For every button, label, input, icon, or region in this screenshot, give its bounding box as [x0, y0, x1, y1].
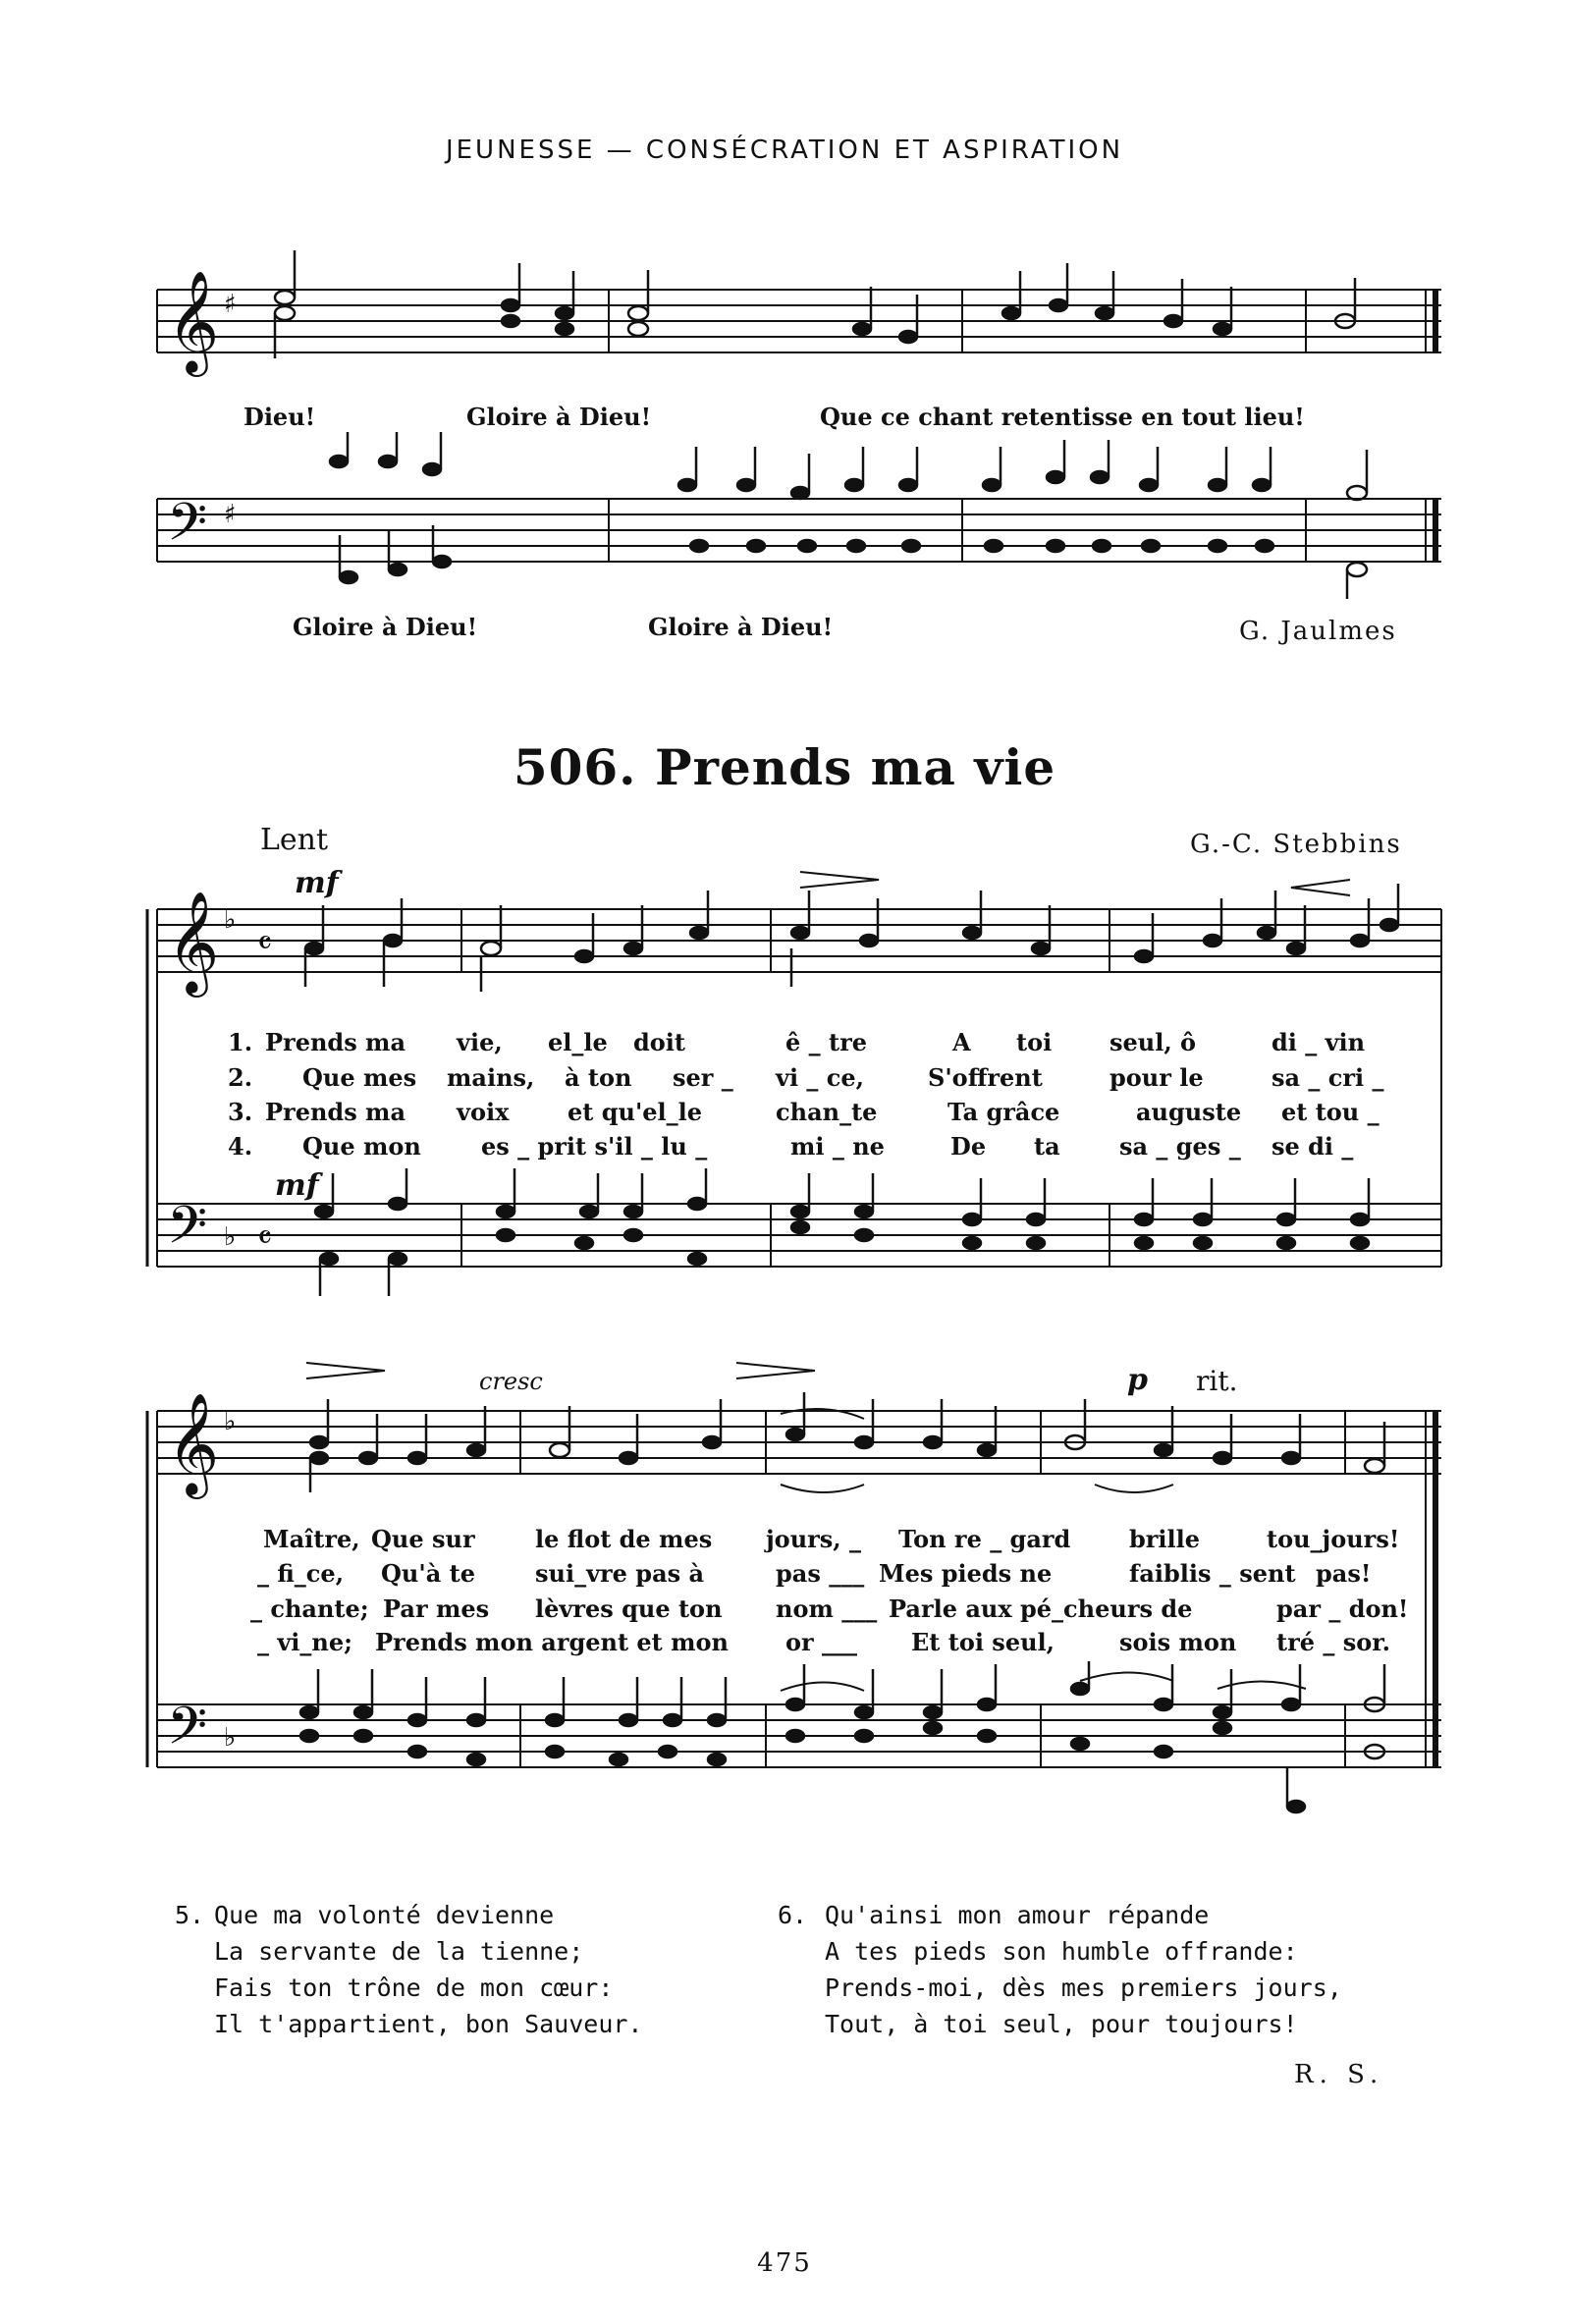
s1-verse4-w8: sa _ ges _: [1119, 1132, 1241, 1161]
dynamic-mf-lower: mf: [275, 1168, 319, 1203]
s1-verse4-num: 4.: [228, 1132, 253, 1161]
svg-text:♭: ♭: [224, 1723, 237, 1753]
svg-text:♯: ♯: [224, 500, 237, 529]
svg-text:♯: ♯: [224, 290, 237, 319]
dynamic-cresc: cresc: [479, 1368, 543, 1395]
s2-verse2-w0: _ fi_ce,: [257, 1559, 345, 1588]
s2-verse3-w0: _ chante;: [250, 1594, 369, 1623]
svg-text:♭: ♭: [224, 1407, 237, 1436]
s2-verse4-w3: or ___: [785, 1628, 858, 1656]
s1-verse4-w5: mi _ ne: [790, 1132, 885, 1161]
svg-text:𝄞: 𝄞: [167, 1392, 220, 1495]
svg-text:♭: ♭: [224, 905, 237, 935]
s1-verse2-num: 2.: [228, 1063, 253, 1092]
s1-verse4-w9: se di _: [1271, 1132, 1354, 1161]
s2-verse2-w2: sui_vre pas à: [535, 1559, 705, 1588]
s1-verse1-w7: toi: [1016, 1028, 1053, 1056]
s2-verse4-w4: Et toi seul,: [911, 1628, 1055, 1656]
dynamic-rit: rit.: [1196, 1365, 1238, 1397]
s2-verse3-w3: nom ___: [776, 1594, 878, 1623]
s1-verse2-w8: pour le: [1109, 1063, 1204, 1092]
svg-text:𝄞: 𝄞: [167, 891, 220, 994]
s2-verse2-w4: Mes pieds ne: [879, 1559, 1053, 1588]
prev-upper-lyric-1: Dieu!: [243, 403, 316, 431]
s1-verse1-w9: di _ vin: [1271, 1028, 1366, 1056]
stanza-5-number: 5.: [175, 1901, 205, 1929]
s2-verse3-w2: lèvres que ton: [535, 1594, 723, 1623]
s1-verse3-w1: Prends ma: [265, 1098, 406, 1126]
s2-verse1-w4: Ton re _ gard: [898, 1525, 1071, 1553]
s1-verse4-w1: Que mon: [302, 1132, 421, 1161]
system2-treble-staff: [0, 1355, 1569, 1502]
system1-bass-staff: [0, 1159, 1569, 1276]
stanza-6-line-1: Qu'ainsi mon amour répande: [825, 1901, 1210, 1929]
s2-verse1-w0: Maître,: [263, 1525, 360, 1553]
s2-verse3-w1: Par mes: [383, 1594, 490, 1623]
s1-verse4-w7: ta: [1034, 1132, 1060, 1161]
s1-verse1-w6: A: [952, 1028, 971, 1056]
s2-verse4-w6: tré _ sor.: [1276, 1628, 1391, 1656]
s1-verse2-w4: ser _: [673, 1063, 733, 1092]
s1-verse2-w6: S'offrent: [928, 1063, 1043, 1092]
s1-verse3-w8: auguste: [1136, 1098, 1242, 1126]
s2-verse2-w3: pas ___: [776, 1559, 865, 1588]
s1-verse2-w2: mains,: [447, 1063, 535, 1092]
svg-text:𝄢: 𝄢: [167, 1697, 208, 1769]
s1-verse2-w5: vi _ ce,: [776, 1063, 865, 1092]
stanza-5-line-2: La servante de la tienne;: [214, 1937, 584, 1966]
s2-verse3-w5: par _ don!: [1276, 1594, 1409, 1623]
s1-verse3-w6: Ta grâce: [947, 1098, 1060, 1126]
s2-verse4-w5: sois mon: [1119, 1628, 1237, 1656]
dynamic-p: p: [1127, 1363, 1148, 1397]
system2-bass-staff: [0, 1659, 1569, 1836]
s2-verse1-w6: tou_jours!: [1267, 1525, 1400, 1553]
dynamic-mf-upper: mf: [295, 866, 339, 900]
s1-verse1-w3: el_le: [548, 1028, 608, 1056]
prev-upper-lyric-3: Que ce chant retentisse en tout lieu!: [820, 403, 1305, 431]
s1-verse4-w2: es _ prit s'il _ lu _: [481, 1132, 708, 1161]
s2-verse2-w5: faiblis _ sent: [1129, 1559, 1296, 1588]
s2-verse1-w3: jours, _: [766, 1525, 862, 1553]
page-number: 475: [757, 2248, 812, 2278]
system1-treble-staff: [0, 864, 1569, 1001]
s2-verse3-w4: Parle aux pé_cheurs de: [889, 1594, 1193, 1623]
s2-verse2-w6: pas!: [1316, 1559, 1372, 1588]
stanza-6-line-2: A tes pieds son humble offrande:: [825, 1937, 1298, 1966]
s1-verse1-w2: vie,: [457, 1028, 503, 1056]
prev-hymn-upper-staff: [0, 265, 1569, 422]
svg-text:♭: ♭: [224, 1222, 237, 1252]
stanza-5-line-3: Fais ton trône de mon cœur:: [214, 1973, 614, 2002]
s1-verse1-num: 1.: [228, 1028, 253, 1056]
s1-verse3-w5: chan_te: [776, 1098, 878, 1126]
s2-verse2-w1: Qu'à te: [381, 1559, 475, 1588]
s1-verse3-w2: voix: [457, 1098, 510, 1126]
s1-verse3-num: 3.: [228, 1098, 253, 1126]
s1-verse2-w9: sa _ cri _: [1271, 1063, 1384, 1092]
prev-upper-lyric-2: Gloire à Dieu!: [466, 403, 652, 431]
s1-verse2-w3: à ton: [565, 1063, 632, 1092]
stanza-6-line-3: Prends-moi, dès mes premiers jours,: [825, 1973, 1342, 2002]
svg-text:𝄴: 𝄴: [257, 1218, 273, 1258]
stanza-5-line-1: Que ma volonté devienne: [214, 1901, 555, 1929]
s1-verse3-w3: et qu'el_le: [568, 1098, 703, 1126]
stanza-6-line-4: Tout, à toi seul, pour toujours!: [825, 2010, 1298, 2038]
svg-text:𝄞: 𝄞: [167, 270, 220, 373]
prev-lower-lyric-1: Gloire à Dieu!: [293, 613, 478, 641]
svg-text:𝄢: 𝄢: [167, 493, 208, 566]
hymn-title: 506. Prends ma vie: [513, 738, 1056, 796]
s2-verse4-w1: Prends mon argent et mon: [375, 1628, 729, 1656]
s1-verse3-w9: et tou _: [1281, 1098, 1380, 1126]
prev-lower-lyric-2: Gloire à Dieu!: [648, 613, 834, 641]
prev-composer: G. Jaulmes: [1239, 617, 1397, 646]
s2-verse1-w2: le flot de mes: [535, 1525, 713, 1553]
s1-verse1-w5: ê _ tre: [785, 1028, 867, 1056]
s1-verse1-w1: Prends ma: [265, 1028, 406, 1056]
s1-verse4-w6: De: [950, 1132, 987, 1161]
s2-verse1-w5: brille: [1129, 1525, 1201, 1553]
svg-text:𝄴: 𝄴: [257, 924, 273, 963]
stanza-5-line-4: Il t'appartient, bon Sauveur.: [214, 2010, 643, 2038]
prev-hymn-lower-staff: [0, 432, 1569, 599]
hymn-composer: G.-C. Stebbins: [1190, 830, 1402, 859]
s1-verse1-w8: seul, ô: [1109, 1028, 1197, 1056]
s1-verse1-w4: doit: [633, 1028, 685, 1056]
running-head: JEUNESSE — CONSÉCRATION ET ASPIRATION: [445, 135, 1124, 165]
tempo-marking: Lent: [260, 823, 329, 857]
s2-verse1-w1: Que sur: [371, 1525, 475, 1553]
stanza-6-number: 6.: [778, 1901, 808, 1929]
author-initials: R. S.: [1294, 2060, 1384, 2089]
s1-verse2-w1: Que mes: [302, 1063, 417, 1092]
svg-text:𝄢: 𝄢: [167, 1196, 208, 1269]
s2-verse4-w0: _ vi_ne;: [257, 1628, 352, 1656]
